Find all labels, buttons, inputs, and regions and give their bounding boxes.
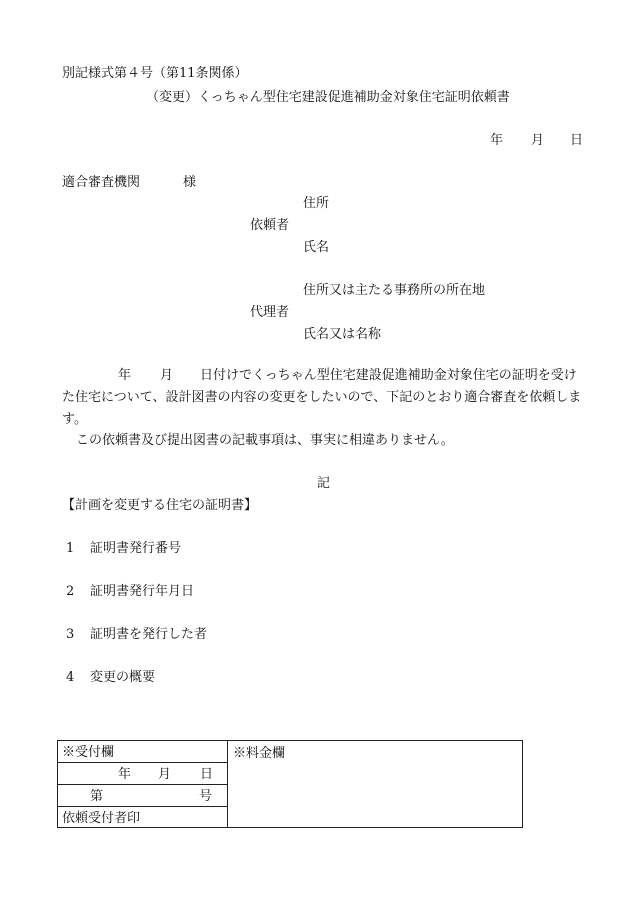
reception-number-suffix: 号 [199, 789, 213, 804]
request-paragraph [62, 365, 586, 431]
item-number: 2 [66, 584, 75, 599]
agent-address-label: 住所又は主たる事務所の所在地 [303, 283, 486, 298]
requester-address-label: 住所 [303, 196, 330, 211]
addressee-org: 適合審査機関 [62, 175, 141, 190]
reception-month: 月 [158, 767, 172, 782]
affirmation-text: この依頼書及び提出図書の記載事項は、事実に相違ありません。 [76, 433, 454, 448]
date-month: 月 [531, 133, 545, 148]
item-label: 証明書を発行した者 [90, 627, 208, 642]
receiver-seal-label: 依頼受付者印 [62, 811, 141, 826]
reception-number-row [58, 785, 227, 807]
item-label: 証明書発行番号 [90, 541, 182, 556]
reception-number-prefix: 第 [90, 789, 104, 804]
reception-column [58, 741, 228, 827]
date-year: 年 [490, 133, 504, 148]
reception-day: 日 [200, 767, 214, 782]
body-year: 年 [118, 368, 132, 383]
item-label: 証明書発行年月日 [90, 584, 195, 599]
addressee-honorific: 様 [183, 175, 197, 190]
date-day: 日 [570, 133, 584, 148]
document-title: （変更）くっちゃん型住宅建設促進補助金対象住宅証明依頼書 [146, 90, 510, 105]
requester-role-label: 依頼者 [250, 218, 290, 233]
section-title: 【計画を変更する住宅の証明書】 [62, 498, 258, 513]
receipt-table [57, 740, 523, 828]
agent-name-label: 氏名又は名称 [303, 327, 382, 342]
reception-label: ※受付欄 [62, 745, 115, 760]
reception-date-row [58, 763, 227, 785]
reception-year: 年 [118, 767, 132, 782]
ki-marker: 記 [317, 476, 331, 491]
item-number: 3 [66, 627, 75, 642]
body-month: 月 [160, 368, 174, 383]
reception-header-row [58, 741, 227, 763]
fee-label: ※料金欄 [233, 746, 286, 761]
requester-name-label: 氏名 [303, 240, 330, 255]
form-number: 別記様式第４号（第11条関係） [62, 66, 248, 81]
agent-role-label: 代理者 [250, 305, 290, 320]
item-label: 変更の概要 [90, 670, 156, 685]
body-paragraph-rest: 日付けでくっちゃん型住宅建設促進補助金対象住宅の証明を受けた住宅について、設計図書の内容の変更をしたいので、下記のとおり適合審査を依頼します。 [62, 368, 582, 427]
item-number: 4 [66, 670, 75, 685]
item-number: 1 [66, 541, 75, 556]
reception-seal-row [58, 807, 227, 829]
